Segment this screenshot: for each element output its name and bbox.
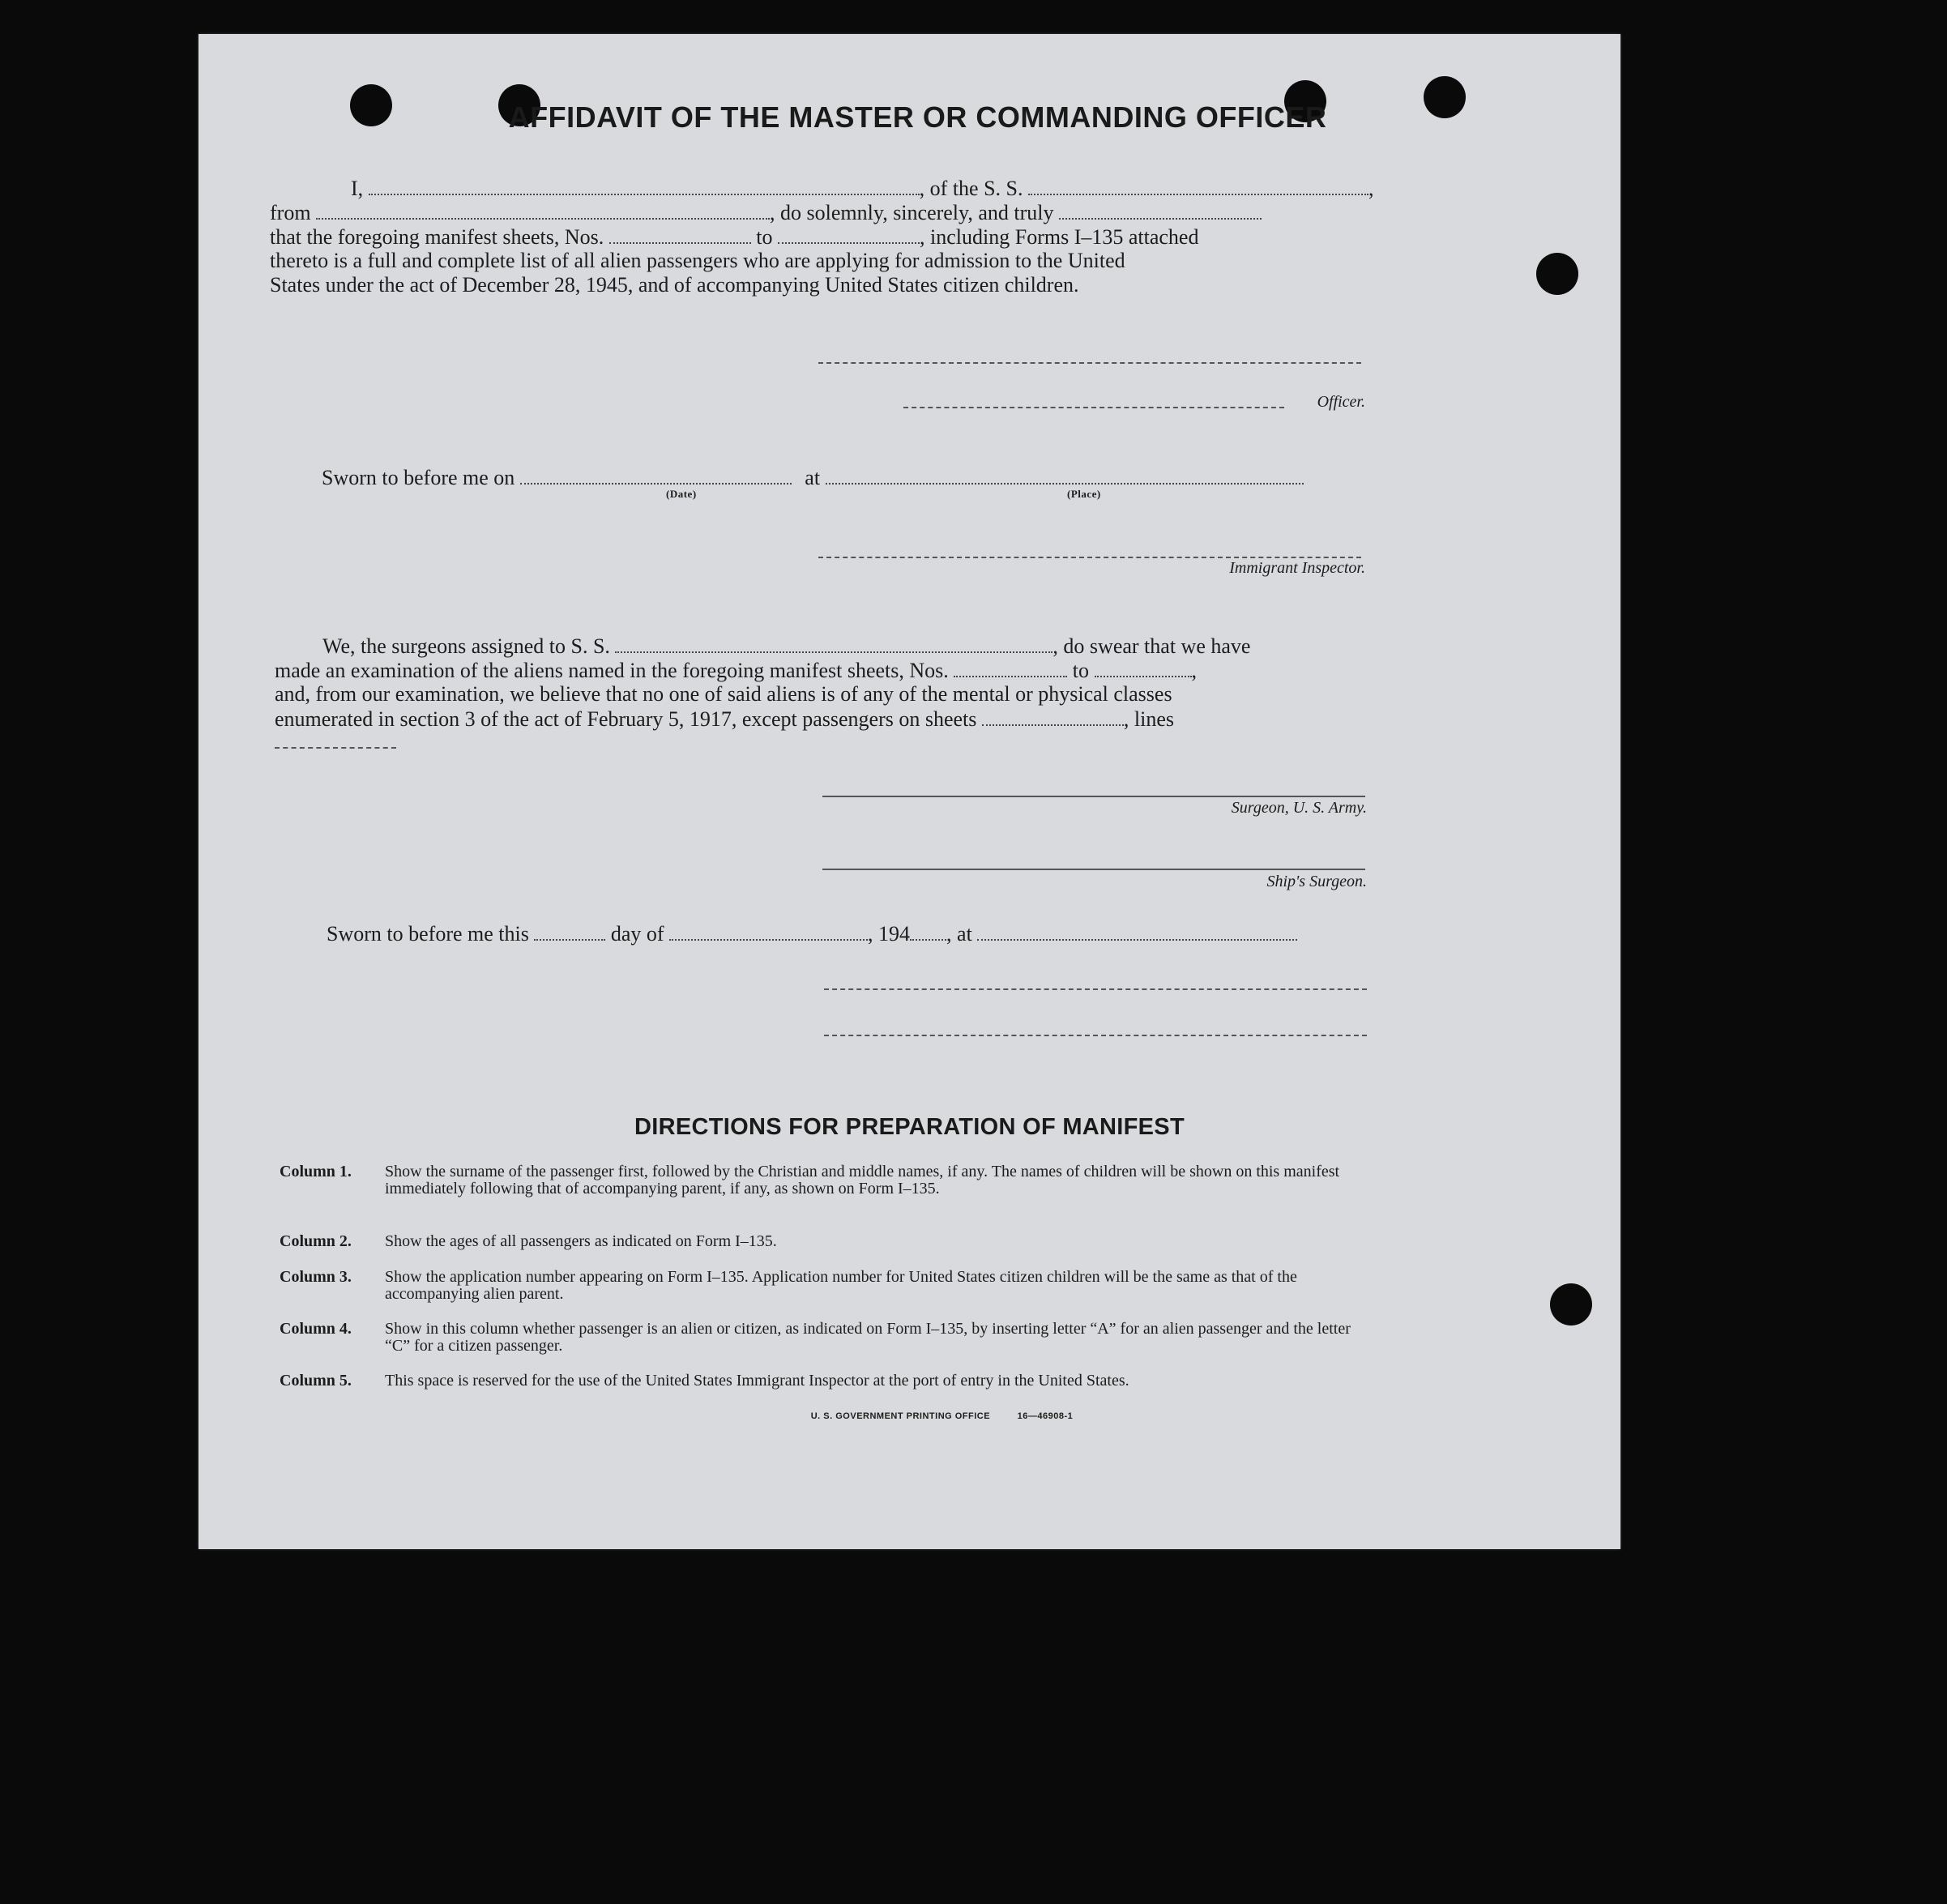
date-blank bbox=[520, 465, 792, 485]
officer-signature-line-1 bbox=[824, 988, 1367, 990]
surgeon-sheet-from-blank bbox=[954, 658, 1067, 677]
army-surgeon-signature-line bbox=[822, 796, 1365, 797]
ship-name-blank bbox=[1028, 176, 1368, 195]
affidavit-line-4: thereto is a full and complete list of all alien passengers who are applying for admission to the United bbox=[270, 249, 1125, 272]
printer-name: U. S. GOVERNMENT PRINTING OFFICE bbox=[810, 1411, 991, 1421]
direction-column-2: Column 2. Show the ages of all passengers as indicated on Form I–135. bbox=[280, 1232, 777, 1250]
direction-column-5: Column 5. This space is reserved for the use of the United States Immigrant Inspector at the port of entry in the United States. bbox=[280, 1372, 1129, 1390]
place-blank bbox=[826, 465, 1304, 485]
except-sheets-blank bbox=[982, 707, 1124, 726]
surgeons-line-2: made an examination of the aliens named in the foregoing manifest sheets, Nos. to , bbox=[275, 659, 1197, 682]
document-page bbox=[199, 34, 1620, 1549]
ship-surgeon-signature-line bbox=[822, 869, 1365, 870]
year-blank bbox=[910, 921, 946, 941]
lines-blank bbox=[275, 747, 396, 749]
punch-hole bbox=[1550, 1283, 1592, 1326]
affidavit-line-2: from , do solemnly, sincerely, and truly bbox=[270, 200, 1262, 225]
surgeons-line-1: We, the surgeons assigned to S. S. , do swear that we have bbox=[322, 634, 1251, 658]
origin-blank bbox=[316, 200, 770, 220]
sheet-to-blank bbox=[778, 224, 920, 244]
surgeons-line-3: and, from our examination, we believe that no one of said aliens is of any of the mental or physical classes bbox=[275, 682, 1172, 706]
sheet-from-blank bbox=[609, 224, 751, 244]
date-caption: (Date) bbox=[666, 488, 697, 500]
punch-hole bbox=[1536, 253, 1578, 295]
master-signature-line bbox=[818, 362, 1361, 364]
surgeons-line-4: enumerated in section 3 of the act of February 5, 1917, except passengers on sheets , lines bbox=[275, 707, 1175, 731]
affidavit-title: AFFIDAVIT OF THE MASTER OR COMMANDING OFFICER bbox=[508, 100, 1327, 134]
name-blank bbox=[369, 176, 920, 195]
sworn-this-line: Sworn to before me this day of , 194 , at bbox=[327, 921, 1297, 946]
direction-column-3: Column 3. Show the application number appearing on Form I–135. Application number for United States citizen children will be the same as that of the accompanying alien parent. bbox=[280, 1268, 1297, 1303]
printer-footer bbox=[199, 1411, 1620, 1421]
affidavit-line-5: States under the act of December 28, 1945, and of accompanying United States citizen children. bbox=[270, 273, 1079, 297]
direction-column-1: Column 1. Show the surname of the passenger first, followed by the Christian and middle names, if any. The names of children will be shown on this manifest immediately following that of accompanying parent, if any, as shown on Form I–135. bbox=[280, 1163, 1340, 1197]
officer-label: Officer. bbox=[1317, 393, 1365, 411]
affidavit-line-3: that the foregoing manifest sheets, Nos. to , including Forms I–135 attached bbox=[270, 225, 1199, 249]
month-blank bbox=[669, 921, 868, 941]
surgeon-ship-blank bbox=[615, 634, 1052, 653]
directions-title: DIRECTIONS FOR PREPARATION OF MANIFEST bbox=[634, 1114, 1185, 1140]
inspector-signature-line bbox=[818, 557, 1361, 558]
inspector-label: Immigrant Inspector. bbox=[1229, 559, 1365, 577]
officer-title-line bbox=[903, 407, 1284, 408]
sworn-on-line: Sworn to before me on at bbox=[322, 465, 1304, 490]
ship-surgeon-label: Ship's Surgeon. bbox=[1266, 873, 1367, 890]
affidavit-line-1: I, , of the S. S. , bbox=[351, 177, 1374, 200]
direction-column-4: Column 4. Show in this column whether passenger is an alien or citizen, as indicated on Form I–135, by inserting letter “A” for an alien passenger and the letter “C” for a citizen passenger. bbox=[280, 1320, 1351, 1355]
army-surgeon-label: Surgeon, U. S. Army. bbox=[1231, 799, 1367, 817]
form-code: 16—46908-1 bbox=[1017, 1411, 1074, 1421]
officer-signature-line-2 bbox=[824, 1035, 1367, 1036]
swear-blank bbox=[1059, 200, 1262, 220]
location-blank bbox=[977, 921, 1297, 941]
surgeon-sheet-to-blank bbox=[1095, 658, 1192, 677]
place-caption: (Place) bbox=[1067, 488, 1101, 500]
day-blank bbox=[534, 921, 605, 941]
